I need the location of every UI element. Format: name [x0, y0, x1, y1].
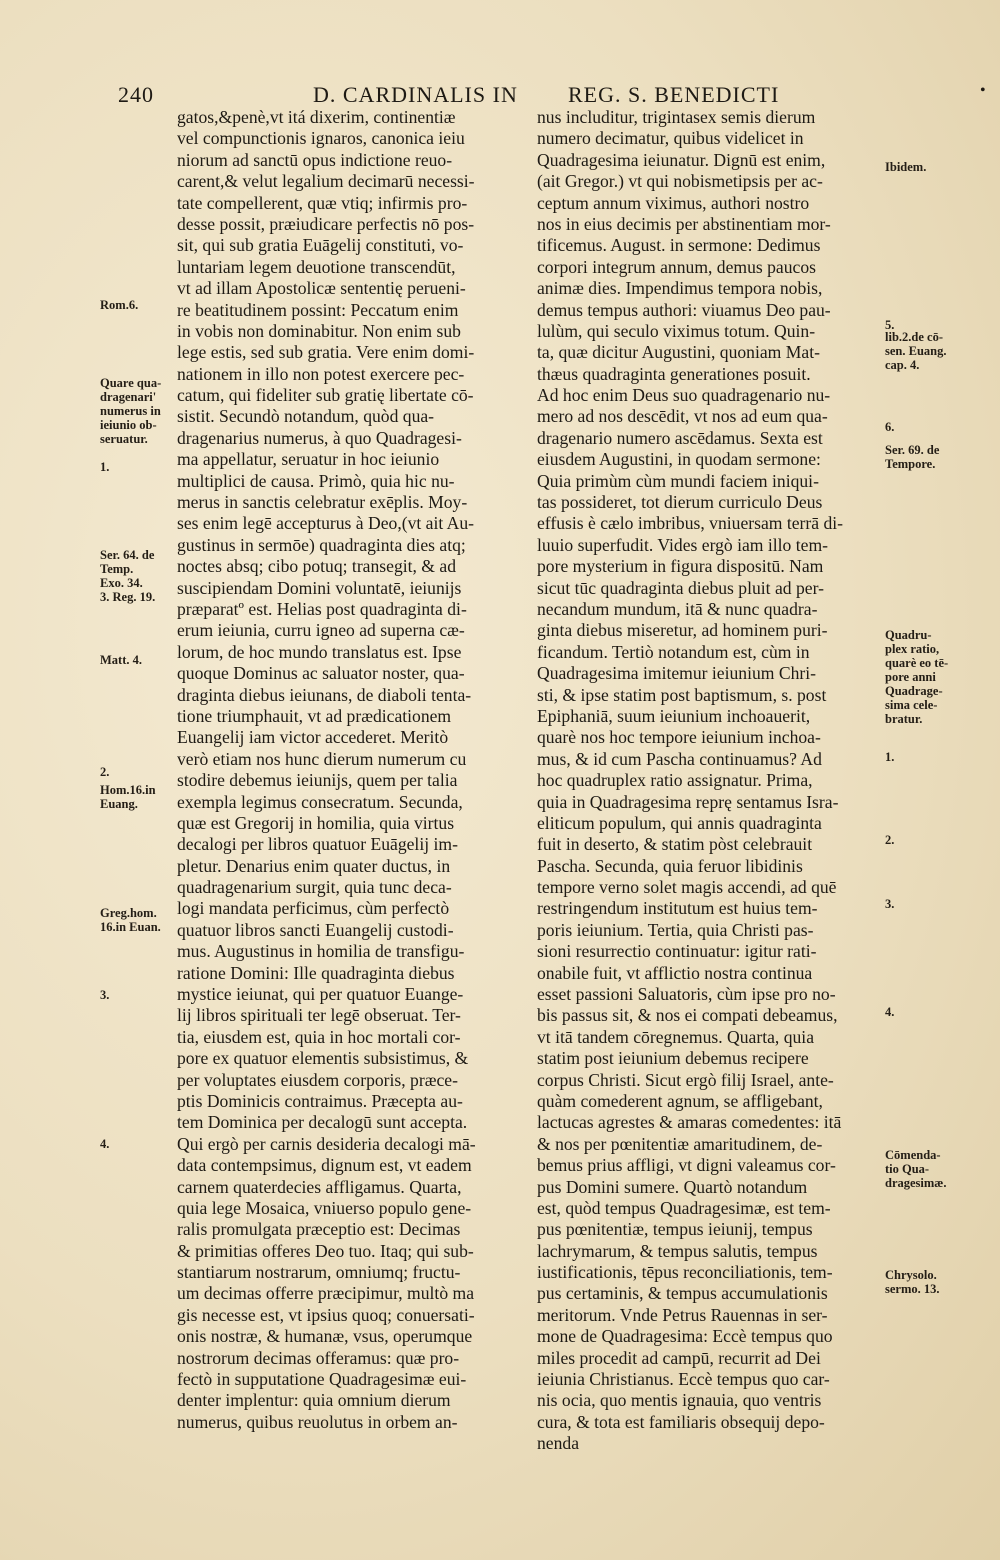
page-number: 240 [118, 82, 154, 107]
margin-note-line: Ser. 64. de [100, 548, 155, 562]
text-line: sistit. Secundò notandum, quòd qua- [177, 406, 435, 427]
text-line: catum, qui fideliter sub gratię libertate cō- [177, 385, 474, 406]
margin-note-line: cap. 4. [885, 358, 920, 372]
text-line: quatuor libros sancti Euangelij custodi- [177, 919, 454, 940]
text-line: thæus quadraginta generationes posuit. [537, 363, 811, 384]
text-line: mystice ieiunat, qui per quatuor Euange- [177, 984, 464, 1005]
text-line: quoque Dominus ac saluator noster, qua- [177, 663, 465, 684]
text-line: Quadragesima imitemur ieiunium Chri- [537, 663, 816, 684]
text-line: Qui ergò per carnis desideria decalogi mā- [177, 1133, 476, 1154]
text-line: Pascha. Secunda, quia feruor libidinis [537, 855, 803, 876]
margin-note-line: plex ratio, [885, 642, 940, 656]
margin-note-line: sen. Euang. [885, 344, 947, 358]
text-line: lij libros spirituali ter legē obseruat. Ter- [177, 1005, 461, 1026]
margin-note-line: 2. [100, 765, 110, 779]
text-line: statim post ieiunium debemus recipere [537, 1048, 809, 1069]
margin-note [885, 750, 977, 764]
text-line: (ait Gregor.) vt qui nobismetipsis per ac- [537, 171, 823, 192]
text-line: erum ieiunia, curru igneo ad superna cæ- [177, 620, 465, 641]
text-line: fectò in supputatione Quadragesimæ eui- [177, 1369, 467, 1390]
text-line: miles procedit ad campū, recurrit ad Dei [537, 1347, 821, 1368]
text-line: Quadragesima ieiunatur. Dignū est enim, [537, 149, 826, 170]
margin-note-line: Greg.hom. [100, 906, 157, 920]
text-line: vt ad illam Apostolicæ sententię perueni- [177, 278, 466, 299]
text-line: poris ieiunium. Tertia, quia Christi pas- [537, 919, 814, 940]
margin-note-line: 1. [100, 460, 110, 474]
text-line: cura, & tota est familiaris obsequij depo- [537, 1411, 825, 1432]
margin-note-line: Chrysolo. [885, 1268, 937, 1282]
text-line: pore ex quatuor elementis subsistimus, & [177, 1048, 469, 1069]
text-line: multiplici de causa. Primò, quia hic nu- [177, 470, 455, 491]
margin-note [885, 420, 977, 434]
margin-note-line: Exo. 34. [100, 576, 143, 590]
text-line: bis passus sit, & nos ei compati debeamus, [537, 1005, 838, 1026]
text-line: eiusdem Augustini, in quodam sermone: [537, 449, 821, 470]
right-text-column [537, 107, 880, 1455]
text-line: fuit in deserto, & statim pòst celebrauit [537, 834, 813, 855]
text-line: hoc quadruplex ratio assignatur. Prima, [537, 770, 813, 791]
text-line: dragenarius numerus, à quo Quadragesi- [177, 427, 462, 448]
text-line: dragenario numero ascēdamus. Sexta est [537, 427, 823, 448]
text-line: tificemus. August. in sermone: Dedimus [537, 235, 821, 256]
text-line: ieiunia Christianus. Eccè tempus quo car- [537, 1369, 830, 1390]
margin-note-line: 6. [885, 420, 895, 434]
text-line: lorum, de hoc mundo translatus est. Ipse [177, 641, 462, 662]
text-line: draginta diebus ieiunans, de diaboli tenta- [177, 684, 472, 705]
margin-note-line: 3. Reg. 19. [100, 590, 156, 604]
text-line: merus in sanctis celebratur exēplis. Moy- [177, 492, 468, 513]
text-line: ptis Dominicis contraimus. Præcepta au- [177, 1090, 463, 1111]
margin-note [885, 330, 977, 372]
text-line: vt itā tandem cōregnemus. Quarta, quia [537, 1026, 815, 1047]
text-line: noctes absq; cibo potuq; transegit, & ad [177, 556, 457, 577]
margin-note-line: pore anni [885, 670, 936, 684]
corner-mark: • [980, 82, 987, 99]
text-line: gatos,&penè,vt itá dixerim, continentiæ [177, 107, 456, 127]
text-line: stodire debemus ieiunijs, quem per talia [177, 770, 458, 791]
text-line: pore mysterium in figura dispositū. Nam [537, 556, 824, 577]
text-line: lege estis, sed sub gratia. Vere enim domi- [177, 342, 475, 363]
text-line: stantiarum nostrarum, omniumq; fructu- [177, 1262, 461, 1283]
text-line: niorum ad sanctū opus indictione reuo- [177, 149, 453, 170]
text-line: nis ocia, quo mentis ignauia, quo ventris [537, 1390, 822, 1411]
margin-note-line: 4. [885, 1005, 895, 1019]
text-line: pus certaminis, & tempus accumulationis [537, 1283, 828, 1304]
text-line: ginta diebus miseretur, ad hominem puri- [537, 620, 828, 641]
text-line: luuio superfudit. Vides ergò iam illo tem- [537, 534, 828, 555]
margin-note-line: sermo. 13. [885, 1282, 940, 1296]
text-line: & primitias offeres Deo tuo. Itaq; qui sub- [177, 1240, 474, 1261]
text-line: demus tempus authori: viuamus Deo pau- [537, 299, 831, 320]
margin-note-line: 4. [100, 1137, 110, 1151]
text-line: gustinus in sermōe) quadraginta dies atq; [177, 534, 466, 555]
text-line: esset passioni Saluatoris, cùm ipse pro no- [537, 984, 836, 1005]
margin-note-line: Quadrage- [885, 684, 943, 698]
margin-note [100, 298, 178, 312]
running-title-left: D. CARDINALIS IN [313, 82, 518, 107]
text-line: quàm comederent agnum, se affligebant, [537, 1090, 823, 1111]
text-line: tione triumphauit, vt ad prædicationem [177, 705, 452, 726]
text-line: verò etiam nos hunc dierum numerum cu [177, 748, 467, 769]
margin-note-line: Tempore. [885, 457, 936, 471]
margin-note-line: Ser. 69. de [885, 443, 940, 457]
text-line: est, quòd tempus Quadragesimæ, est tem- [537, 1197, 831, 1218]
text-line: numero decimatur, quibus videlicet in [537, 128, 804, 149]
margin-note-line: 3. [100, 988, 110, 1002]
margin-note [100, 765, 178, 779]
margin-note [885, 833, 977, 847]
text-line: quia lege Mosaica, vniuerso populo gene- [177, 1197, 472, 1218]
text-line: re beatitudinem possint: Peccatum enim [177, 299, 459, 320]
text-line: quarè nos hoc tempore ieiunium inchoa- [537, 727, 821, 748]
text-line: lulùm, qui seculo viximus totum. Quin- [537, 320, 816, 341]
text-line: tate compellerent, quæ vtiq; infirmis pro- [177, 192, 468, 213]
margin-note-line: bratur. [885, 712, 923, 726]
text-line: ratione Domini: Ille quadraginta diebus [177, 962, 455, 983]
text-line: iustificationis, tēpus reconciliationis, tem- [537, 1262, 833, 1283]
margin-note [885, 897, 977, 911]
margin-note-line: 2. [885, 833, 895, 847]
text-line: corpus Christi. Sicut ergò filij Israel, ante- [537, 1069, 834, 1090]
text-line: quæ est Gregorij in homilia, quia virtus [177, 812, 455, 833]
text-line: desse possit, præiudicare perfectis nō pos- [177, 213, 475, 234]
text-line: restringendum institutum est huius tem- [537, 898, 818, 919]
text-line: ses enim legē accepturus à Deo,(vt ait Au- [177, 513, 475, 534]
text-line: lachrymarum, & tempus salutis, tempus [537, 1240, 818, 1261]
margin-note-line: dragesimæ. [885, 1176, 947, 1190]
text-line: in vobis non dominabitur. Non enim sub [177, 320, 461, 341]
margin-note [100, 1137, 178, 1151]
text-line: data contempsimus, dignum est, vt eadem [177, 1155, 472, 1176]
text-line: carent,& velut legalium decimarū necessi- [177, 171, 475, 192]
text-line: nostrorum decimas offeramus: quæ pro- [177, 1347, 460, 1368]
margin-note-line: Hom.16.in [100, 783, 156, 797]
text-line: logi mandata perficimus, cùm perfectò [177, 898, 450, 919]
text-line: quadragenarium surgit, quia tunc deca- [177, 877, 452, 898]
margin-note-line: 1. [885, 750, 895, 764]
text-line: per voluptates eiusdem corporis, præce- [177, 1069, 458, 1090]
text-line: mone de Quadragesima: Eccè tempus quo [537, 1326, 833, 1347]
text-line: pletur. Denarius enim quater ductus, in [177, 855, 451, 876]
text-line: Ad hoc enim Deus suo quadragenario nu- [537, 385, 831, 406]
text-line: meritorum. Vnde Petrus Rauennas in ser- [537, 1304, 828, 1325]
text-line: vel compunctionis ignaros, canonica ieiu [177, 128, 465, 149]
margin-note-line: 16.in Euan. [100, 920, 161, 934]
text-line: & nos per pœnitentiæ amaritudinem, de- [537, 1133, 823, 1154]
text-line: Epiphaniā, suum ieiunium inchoauerit, [537, 705, 811, 726]
text-line: tia, eiusdem est, quia in hoc mortali cor- [177, 1026, 461, 1047]
text-line: quia in Quadragesima reprę sentamus Isra- [537, 791, 839, 812]
margin-note-line: seruatur. [100, 432, 148, 446]
margin-note [885, 628, 977, 726]
text-line: nus includitur, trigintasex semis dierum [537, 107, 816, 127]
text-line: lactucas agrestes & amaras comedentes: itā [537, 1112, 842, 1133]
text-line: bemus prius affligi, vt digni valeamus cor- [537, 1155, 836, 1176]
margin-note-line: sima cele- [885, 698, 938, 712]
text-line: ceptum annum viximus, authori nostro [537, 192, 810, 213]
margin-note-line: dragenari' [100, 390, 157, 404]
text-line: mus. Augustinus in homilia de transfigu- [177, 941, 465, 962]
text-line: effusis è cælo imbribus, vniuersam terrā di- [537, 513, 844, 534]
text-line: ficandum. Tertiò notandum est, cùm in [537, 641, 810, 662]
margin-note-line: Quadru- [885, 628, 932, 642]
margin-note-line: 5. [885, 318, 895, 332]
margin-note-line: Temp. [100, 562, 134, 576]
margin-note-line: numerus in [100, 404, 161, 418]
text-line: numerus, quibus reuolutus in orbem an- [177, 1411, 458, 1432]
text-line: mero ad nos descēdit, vt nos ad eum qua- [537, 406, 828, 427]
text-line: denter implentur: quia omnium dierum [177, 1390, 451, 1411]
text-line: um decimas offerre præcipimur, multò ma [177, 1283, 475, 1304]
text-line: tempore verno solet magis accendi, ad quē [537, 877, 837, 898]
text-line: eliticum populum, qui annis quadraginta [537, 812, 822, 833]
margin-note-line: Matt. 4. [100, 653, 142, 667]
text-line: onabile fuit, vt afflictio nostra continua [537, 962, 813, 983]
margin-note [100, 988, 178, 1002]
text-line: ralis promulgata præceptio est: Decimas [177, 1219, 461, 1240]
text-line: suscipiendam Domini voluntatē, ieiunijs [177, 577, 462, 598]
margin-note [100, 548, 178, 604]
text-line: tem Dominica per decalogū sunt accepta. [177, 1112, 468, 1133]
margin-note-line: Ibidem. [885, 160, 927, 174]
margin-note [100, 906, 178, 934]
text-line: exempla legimus consecratum. Secunda, [177, 791, 463, 812]
margin-note [885, 1005, 977, 1019]
margin-note-line: tio Qua- [885, 1162, 930, 1176]
text-line: nationem in illo non potest exercere pec- [177, 363, 465, 384]
text-line: animæ dies. Impendimus tempora nobis, [537, 278, 823, 299]
margin-note [100, 653, 178, 667]
margin-note [885, 160, 977, 174]
margin-note [885, 443, 977, 471]
text-line: carnem quaterdecies affligamus. Quarta, [177, 1176, 462, 1197]
text-line: nenda [537, 1433, 580, 1454]
text-line: tas possideret, tot dierum curriculo Deus [537, 492, 823, 513]
text-line: onis nostræ, & humanæ, vsus, operumque [177, 1326, 473, 1347]
margin-note-line: 3. [885, 897, 895, 911]
text-line: præparatº est. Helias post quadraginta di- [177, 598, 467, 619]
text-line: sioni resurrectio continuatur: igitur rati- [537, 941, 817, 962]
margin-note [885, 1268, 977, 1296]
text-line: sti, & ipse statim post baptismum, s. post [537, 684, 827, 705]
margin-note [100, 460, 178, 474]
text-line: pus pœnitentiæ, tempus ieiunij, tempus [537, 1219, 813, 1240]
margin-note-line: lib.2.de cō- [885, 330, 943, 344]
text-line: ma appellatur, seruatur in hoc ieiunio [177, 449, 440, 470]
margin-note [100, 783, 178, 811]
margin-note-line: ieiunio ob- [100, 418, 157, 432]
margin-note-line: Euang. [100, 797, 138, 811]
text-line: decalogi per libros quatuor Euāgelij im- [177, 834, 458, 855]
left-text-column [177, 107, 514, 1433]
text-line: Euangelij iam victor accederet. Meritò [177, 727, 449, 748]
margin-note-line: Quare qua- [100, 376, 162, 390]
running-title-right: REG. S. BENEDICTI [568, 82, 780, 107]
margin-note-line: Cōmenda- [885, 1148, 941, 1162]
text-line: pus Domini sumere. Quartò notandum [537, 1176, 808, 1197]
margin-note [885, 1148, 977, 1190]
text-line: gis necesse est, vt ipsius quoq; conuersati- [177, 1304, 475, 1325]
text-line: luntariam legem deuotione transcendūt, [177, 256, 456, 277]
text-line: corpori integrum annum, demus paucos [537, 256, 816, 277]
text-line: Quia primùm cùm mundi faciem iniqui- [537, 470, 819, 491]
margin-note-line: quarè eo tē- [885, 656, 949, 670]
text-line: sit, qui sub gratia Euāgelij constituti, vo- [177, 235, 464, 256]
margin-note [100, 376, 178, 446]
text-line: mus, & id cum Pascha continuamus? Ad [537, 748, 822, 769]
text-line: necandum mundum, itā & nunc quadra- [537, 598, 818, 619]
text-line: nos in eius decimis per abstinentiam mor- [537, 213, 831, 234]
text-line: ta, quæ dicitur Augustini, quoniam Mat- [537, 342, 820, 363]
margin-note-line: Rom.6. [100, 298, 139, 312]
text-line: sicut tūc quadraginta diebus pluit ad per- [537, 577, 824, 598]
